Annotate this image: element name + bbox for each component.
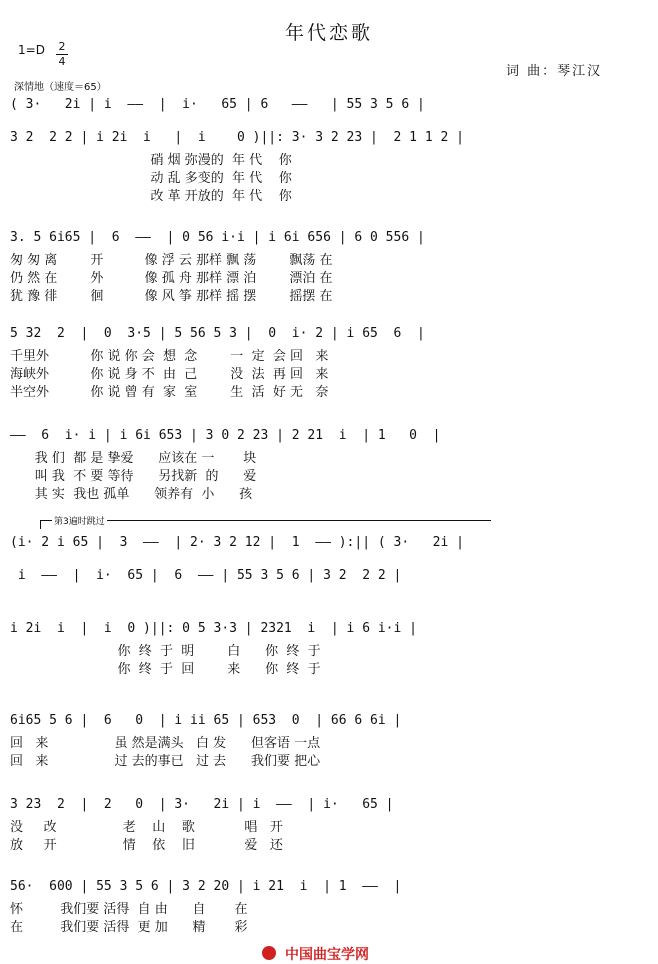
notation-line: i —— | i· 65 | 6 —— | 55 3 5 6 | 3 2 2 2 | [10, 568, 402, 583]
notation-line: i 2i i | i 0 )||: 0 5 3·3 | 2321 i | i 6 i·i | [10, 621, 417, 636]
notation-line: 3. 5 6i65 | 6 —— | 0 56 i·i | i 6i 656 | 6 0 556 | [10, 230, 425, 245]
lyric-line-3: 改 革 开放的 年 代 你 [10, 189, 292, 204]
lyric-line-2: 动 乱 多变的 年 代 你 [10, 171, 292, 186]
lyric-line-2: 海峡外 你 说 身 不 由 己 没 法 再 回 来 [10, 367, 329, 382]
notation-line: ( 3· 2i | i —— | i· 65 | 6 —— | 55 3 5 6 | [10, 97, 425, 112]
key-signature: 1=D [18, 43, 45, 57]
notation-line: —— 6 i· i | i 6i 653 | 3 0 2 23 | 2 21 i | 1 0 | [10, 428, 441, 443]
repeat-note: 第3遍时跳过 [52, 514, 107, 527]
lyric-line-3: 半空外 你 说 曾 有 家 室 生 活 好 无 奈 [10, 385, 329, 400]
lyric-line-1: 你 终 于 明 白 你 终 于 [10, 644, 321, 659]
lyric-line-2: 仍 然 在 外 像 孤 舟 那样 漂 泊 漂泊 在 [10, 271, 333, 286]
repeat-bracket [40, 520, 491, 529]
time-denominator: 4 [56, 54, 68, 69]
lyric-line-3: 犹 豫 徘 徊 像 风 筝 那样 摇 摆 摇摆 在 [10, 289, 333, 304]
notation-line: 6i65 5 6 | 6 0 | i ii 65 | 653 0 | 66 6 6i | [10, 713, 402, 728]
lyric-line-1: 我 们 都 是 挚爱 应该在 一 块 [10, 451, 257, 466]
lyric-line-1: 怀 我们要 活得 自 由 自 在 [10, 902, 248, 917]
time-numerator: 2 [58, 40, 66, 53]
time-signature [56, 40, 68, 69]
lyric-line-2: 你 终 于 回 来 你 终 于 [10, 662, 321, 677]
lyric-line-2: 在 我们要 活得 更 加 精 彩 [10, 920, 248, 935]
tempo-marking: 深情地（速度＝65） [14, 82, 107, 93]
lyric-line-1: 硝 烟 弥漫的 年 代 你 [10, 153, 292, 168]
notation-line: 5 32 2 | 0 3·5 | 5 56 5 3 | 0 i· 2 | i 65 6 | [10, 326, 425, 341]
lyric-line-2: 回 来 过 去的事已 过 去 我们要 把心 [10, 754, 321, 769]
notation-line: 56· 600 | 55 3 5 6 | 3 2 20 | i 21 i | 1 —— | [10, 879, 402, 894]
notation-line: 3 23 2 | 2 0 | 3· 2i | i —— | i· 65 | [10, 797, 394, 812]
credit-line: 词 曲：琴江汉 [506, 64, 603, 79]
notation-line: (i· 2 i 65 | 3 —— | 2· 3 2 12 | 1 —— ):|| ( 3· 2i | [10, 535, 464, 550]
lyric-line-1: 回 来 虽 然是满头 白 发 但客语 一点 [10, 736, 321, 751]
song-title: 年代恋歌 [284, 22, 373, 44]
lyric-line-1: 没 改 老 山 歌 唱 开 [10, 820, 283, 835]
watermark-text: 中国曲宝学网 [285, 947, 369, 963]
lyric-line-3: 其 实 我也 孤单 领养有 小 孩 [10, 487, 253, 502]
lyric-line-1: 千里外 你 说 你 会 想 念 一 定 会 回 来 [10, 349, 329, 364]
lyric-line-1: 匆 匆 离 开 像 浮 云 那样 飘 荡 飘荡 在 [10, 253, 333, 268]
notation-line: 3 2 2 2 | i 2i i | i 0 )||: 3· 3 2 23 | 2 1 1 2 | [10, 130, 464, 145]
lyric-line-2: 叫 我 不 要 等待 另找新 的 爱 [10, 469, 257, 484]
lyric-line-2: 放 开 情 依 旧 爱 还 [10, 838, 283, 853]
